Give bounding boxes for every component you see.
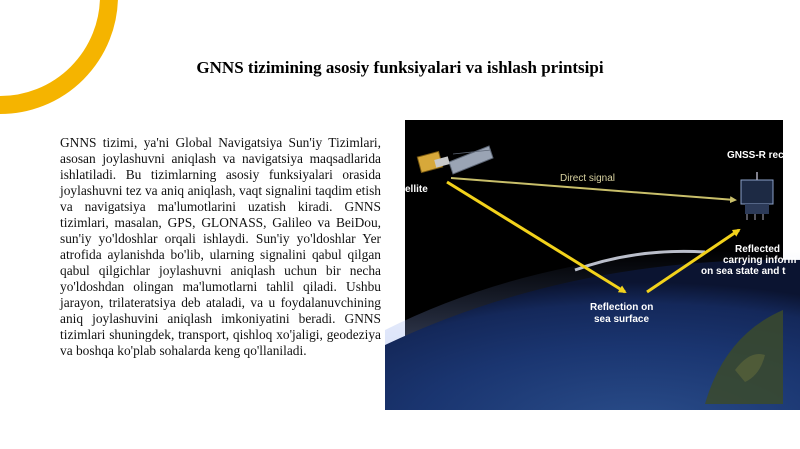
receiver-label: GNSS-R rec bbox=[727, 150, 784, 161]
reflected-label-line1: Reflected bbox=[735, 244, 781, 255]
slide-body-text: GNNS tizimi, ya'ni Global Navigatsiya Sun'iy Tizimlari, asosan joylashuvni aniqlash va navigatsiya maqsadlarida ishlatiladi. Bu tizimlarning asosiy funksiyalari orasida joylashuvni tez va aniq aniqlash, vaqt signalini taqdim etish va navigatsiya ma'lumotlarini uzatish kiradi. GNNS tizimlari, masalan, GPS, GLONASS, Galileo va BeiDou, sun'iy yo'ldoshlar orqali ishlaydi. Sun'iy yo'ldoshlar Yer atrofida aylanishda bo'lib, ularning signalini qabul qilgan qabul qilgichlar joylashuvni aniqlash uchun bir necha yo'ldoshdan olingan ma'lumotlarni tahlil qiladi. Ushbu jarayon, trilateratsiya deb ataladi, va u foydalanuvchining aniq joylashuvini aniqlash imkoniyatini beradi. GNNS tizimlari shuningdek, transport, qishloq xo'jaligi, geodeziya va boshqa ko'plab sohalarda keng qo'llaniladi. bbox=[60, 135, 381, 358]
reflection-label-line1: Reflection on bbox=[590, 302, 654, 313]
slide-title: GNNS tizimining asosiy funksiyalari va ishlash printsipi bbox=[196, 58, 604, 77]
gnss-r-diagram-image bbox=[405, 120, 797, 404]
direct-signal-label: Direct signal bbox=[560, 173, 616, 184]
reflection-label-line2: sea surface bbox=[594, 314, 650, 325]
satellite-label: ellite bbox=[405, 184, 428, 195]
gnss-r-diagram-svg bbox=[405, 120, 797, 404]
reflected-label-line2: carrying inform bbox=[723, 255, 797, 266]
reflected-label-line3: on sea state and t bbox=[701, 266, 786, 277]
decorative-arc bbox=[0, 0, 118, 114]
